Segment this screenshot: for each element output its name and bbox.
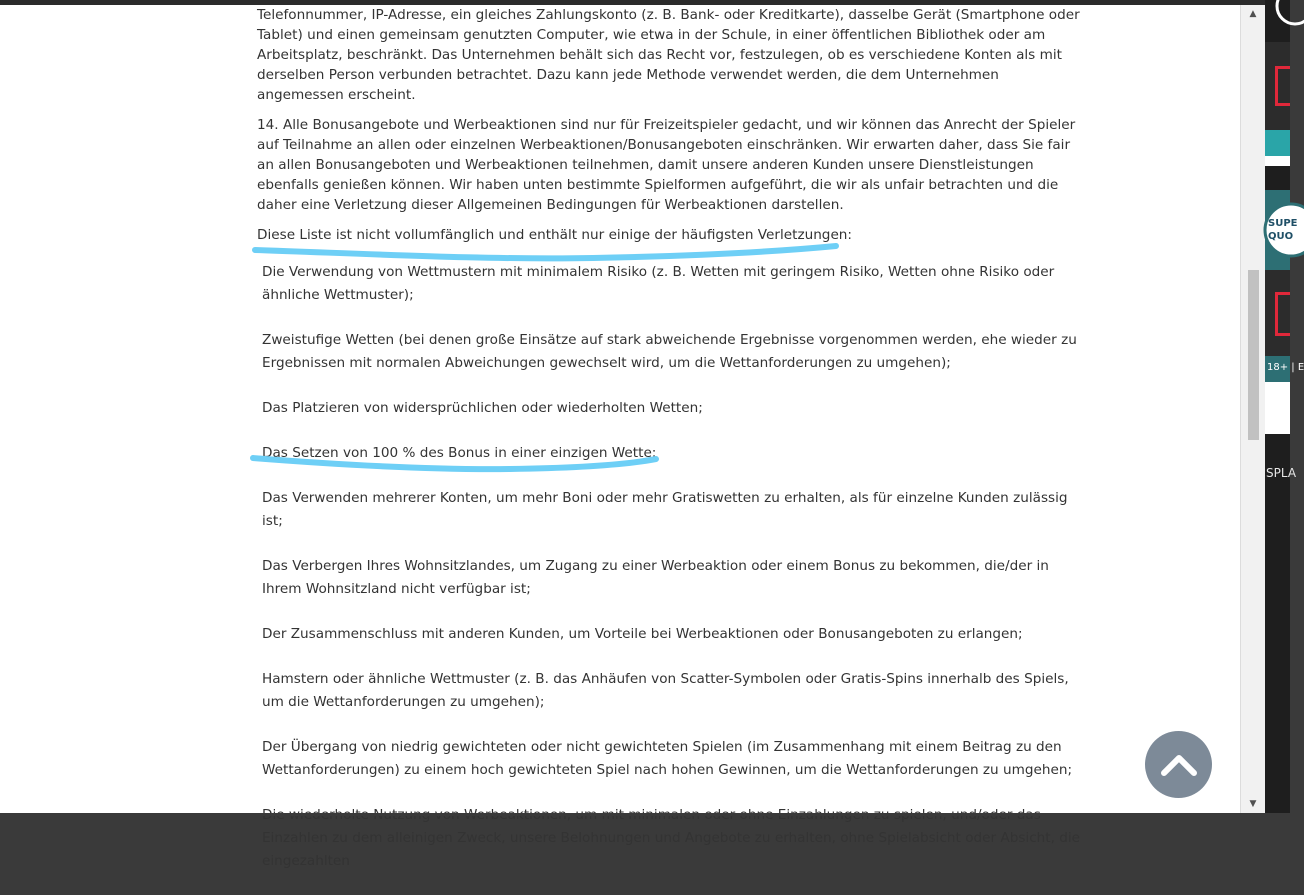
bottom-edge [0, 813, 1290, 816]
list-item-highlighted [262, 442, 1087, 465]
paragraph-14: 14. Alle Bonusangebote und Werbeaktionen sind nur für Freizeitspieler gedacht, und wir können das Anrecht der Spieler auf Teilnahme an allen oder einzelnen Werbeaktionen/Bonusangeboten einschränken. Wir erwarten daher, dass Sie fair an allen Bonusangeboten und Werbeaktionen teilnehmen, damit unsere anderen Kunden unsere Dienstleistungen ebenfalls genießen können. Wir haben unten bestimmte Spielformen aufgeführt, die wir als unfair betrachten und die daher eine Verletzung dieser Allgemeinen Bedingungen für Werbeaktionen darstellen. [257, 117, 1076, 213]
list-item: Der Zusammenschluss mit anderen Kunden, um Vorteile bei Werbeaktionen oder Bonusangeboten zu erlangen; [262, 626, 1023, 642]
list-item: Das Platzieren von widersprüchlichen oder wiederholten Wetten; [262, 400, 703, 416]
logo-circle-fragment [1265, 0, 1290, 32]
background-sidebar [1265, 0, 1304, 816]
badge-text-2: QUO [1268, 231, 1294, 242]
list-item-text: Das Setzen von 100 % des Bonus in einer einzigen Wette; [262, 445, 657, 461]
triangle-down-icon[interactable]: ▼ [1249, 799, 1257, 809]
banner-dark-3 [1265, 270, 1290, 356]
age-strip [1265, 356, 1304, 382]
spla-text: SPLA [1266, 466, 1297, 480]
list-item: Das Verbergen Ihres Wohnsitzlandes, um Zugang zu einer Werbeaktion oder einem Bonus zu bekommen, die/der in Ihrem Wohnsitzland nicht verfügbar ist; [262, 558, 1049, 597]
terms-content [257, 5, 1087, 895]
scrollbar-thumb[interactable] [1248, 270, 1259, 440]
banner-teal-strip [1265, 130, 1290, 156]
list-item: Der Übergang von niedrig gewichteten oder nicht gewichteten Spielen (im Zusammenhang mit einem Beitrag zu den Wettanforderungen) zu einem hoch gewichteten Spiel nach hohen Gewinnen, um die Wettanforderungen zu umgehen; [262, 739, 1073, 778]
violations-list [257, 261, 1087, 873]
super-odds-badge [1265, 190, 1298, 270]
list-item: Die Verwendung von Wettmustern mit minimalem Risiko (z. B. Wetten mit geringem Risiko, Wetten ohne Risiko oder ähnliche Wettmuster); [262, 264, 1055, 303]
list-item: Einzahlen zu dem alleinigen Zweck, unsere Belohnungen und Angebote zu erhalten, ohne Spielabsicht oder Absicht, die eingezahlten [262, 830, 1081, 869]
banner-white-gap [1265, 156, 1290, 166]
age-text: 18+ | E [1267, 362, 1304, 373]
scroll-to-top-button[interactable] [1145, 731, 1212, 798]
chevron-up-icon [1160, 753, 1198, 777]
terms-document-panel [0, 5, 1240, 869]
list-intro-wrap [257, 225, 1087, 245]
list-intro: Diese Liste ist nicht vollumfänglich und enthält nur einige der häufigsten Verletzungen: [257, 227, 852, 243]
banner-dark-2 [1265, 166, 1290, 190]
list-item: Hamstern oder ähnliche Wettmuster (z. B. das Anhäufen von Scatter-Symbolen oder Gratis-Spins innerhalb des Spiels, um die Wettanforderungen zu umgehen); [262, 671, 1069, 710]
vertical-scrollbar[interactable] [1240, 5, 1265, 813]
banner-dark-1 [1265, 42, 1290, 130]
triangle-up-icon[interactable]: ▲ [1249, 9, 1257, 19]
list-item: Das Verwenden mehrerer Konten, um mehr Boni oder mehr Gratiswetten zu erhalten, als für einzelne Kunden zulässig ist; [262, 490, 1068, 529]
paragraph-13-tail: Telefonnummer, IP-Adresse, ein gleiches Zahlungskonto (z. B. Bank- oder Kreditkarte), dasselbe Gerät (Smartphone oder Tablet) und einen gemeinsam genutzten Computer, wie etwa in der Schule, in einer öffentlichen Bibliothek oder am Arbeitsplatz, beschränkt. Das Unternehmen behält sich das Recht vor, festzulegen, ob es verschiedene Konten als mit derselben Person verbunden betrachtet. Dazu kann jede Methode verwendet werden, die dem Unternehmen angemessen erscheint. [257, 7, 1080, 103]
list-item: Zweistufige Wetten (bei denen große Einsätze auf stark abweichende Ergebnisse vorgenommen werden, ehe wieder zu Ergebnissen mit normalen Abweichungen gewechselt wird, um die Wettanforderungen zu umgehen); [262, 332, 1077, 371]
badge-text-1: SUPE [1268, 218, 1298, 229]
banner-white-block [1265, 382, 1290, 434]
